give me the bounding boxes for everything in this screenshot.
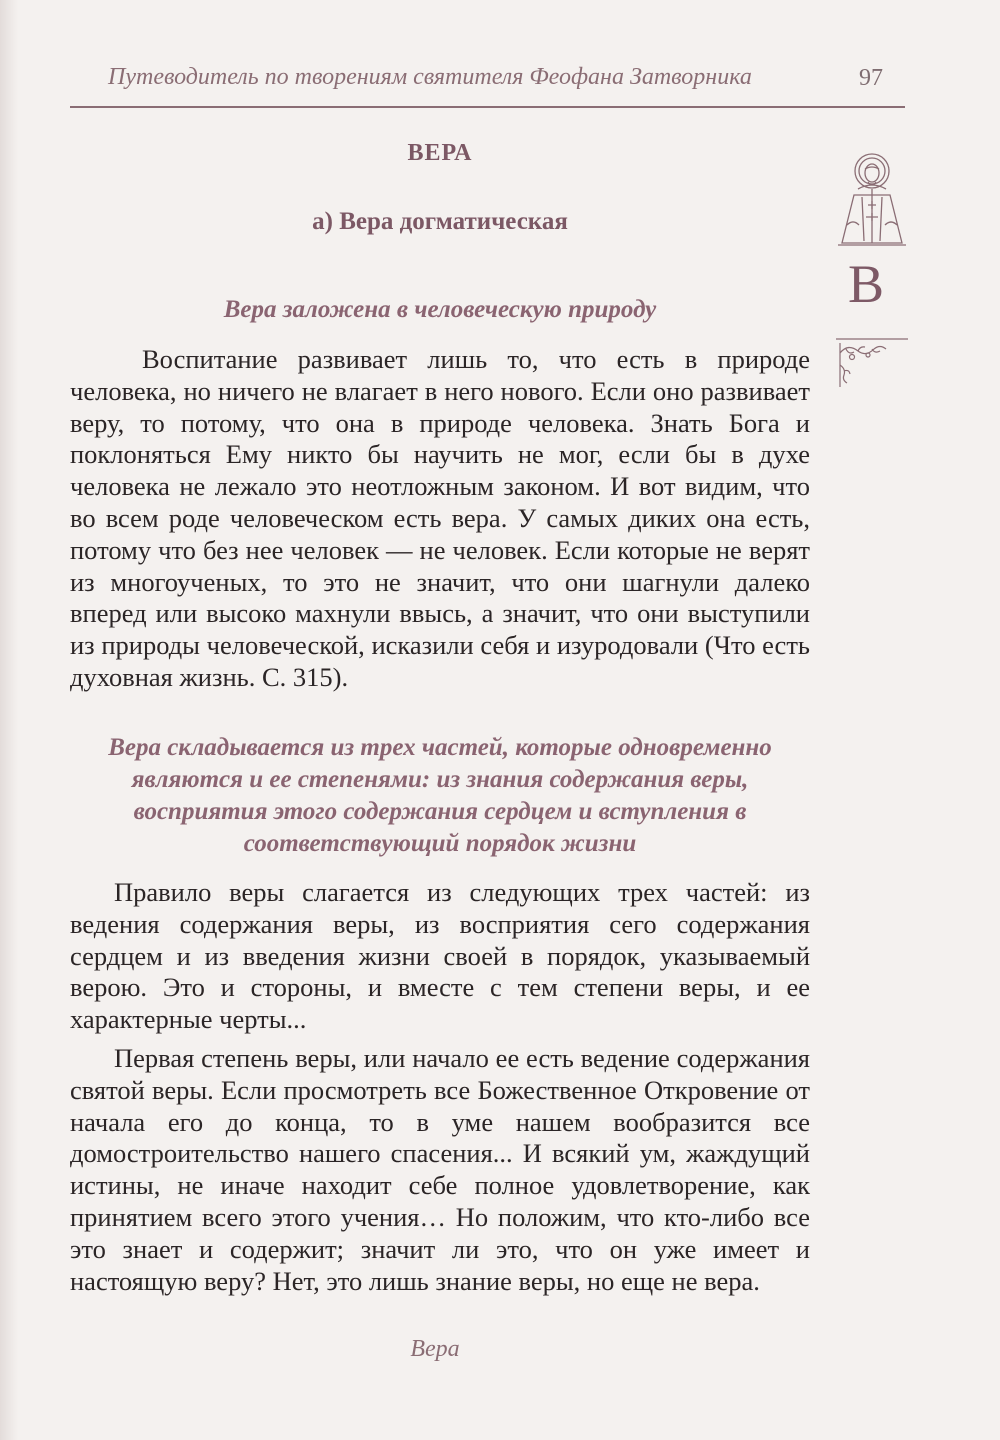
running-header — [70, 62, 905, 108]
running-footer: Вера — [410, 1336, 460, 1362]
section-heading: Вера складывается из трех частей, которые одновременно являются и ее степенями: из знания содержания веры, восприятия этого содержания сердцем и вступления в соответствующий порядок жизни — [108, 734, 772, 857]
body-paragraph: Правило веры слагается из следующих трех частей: из ведения содержания веры, из восприятия сего содержания сердцем и из введения жизни своей в порядок, указываемый верою. Это и стороны, и вместе с тем степени веры, и ее характерные черты... — [70, 877, 810, 1035]
section-heading: Вера заложена в человеческую природу — [223, 296, 657, 323]
body-paragraph: Первая степень веры, или начало ее есть ведение содержания святой веры. Если просмотреть все Божественное Откровение от начала его до конца, то в уме нашем вообразится все домостроительство нашего спасения... И всякий ум, жаждущий истины, не иначе находит себе полное удовлетворение, как принятием всего этого учения… Но положим, что кто-либо все это знает и содержит; значит ли это, что он уже имеет и настоящую веру? Нет, это лишь знание веры, но еще не вера. — [70, 1042, 810, 1296]
section-subtitle: а) Вера догматическая — [312, 208, 568, 235]
floral-ornament-icon — [832, 335, 912, 395]
body-text-block — [70, 877, 810, 1304]
page-number: 97 — [859, 65, 883, 91]
running-title: Путеводитель по творениям святителя Феофана Затворника — [108, 64, 752, 90]
chapter-title: ВЕРА — [407, 140, 473, 166]
body-paragraph: Воспитание развивает лишь то, что есть в природе человека, но ничего не влагает в него нового. Если оно развивает веру, то потому, что она в природе человека. Знать Бога и поклоняться Ему никто бы научить не мог, если бы в духе человека не лежало это неотложным законом. И вот видим, что во всем роде человеческом есть вера. У самых диких она есть, потому что без нее человек — не человек. Если которые не верят из многоученых, то это не значит, что они шагнули далеко вперед или высоко махнули ввысь, а значит, что они выступили из природы человеческой, исказили себя и изуродовали (Что есть духовная жизнь. С. 315). — [70, 344, 810, 692]
saint-icon — [832, 145, 912, 250]
chapter-letter: В — [848, 254, 885, 314]
page-edge-shadow — [0, 0, 18, 1440]
chapter-tab — [832, 145, 912, 395]
